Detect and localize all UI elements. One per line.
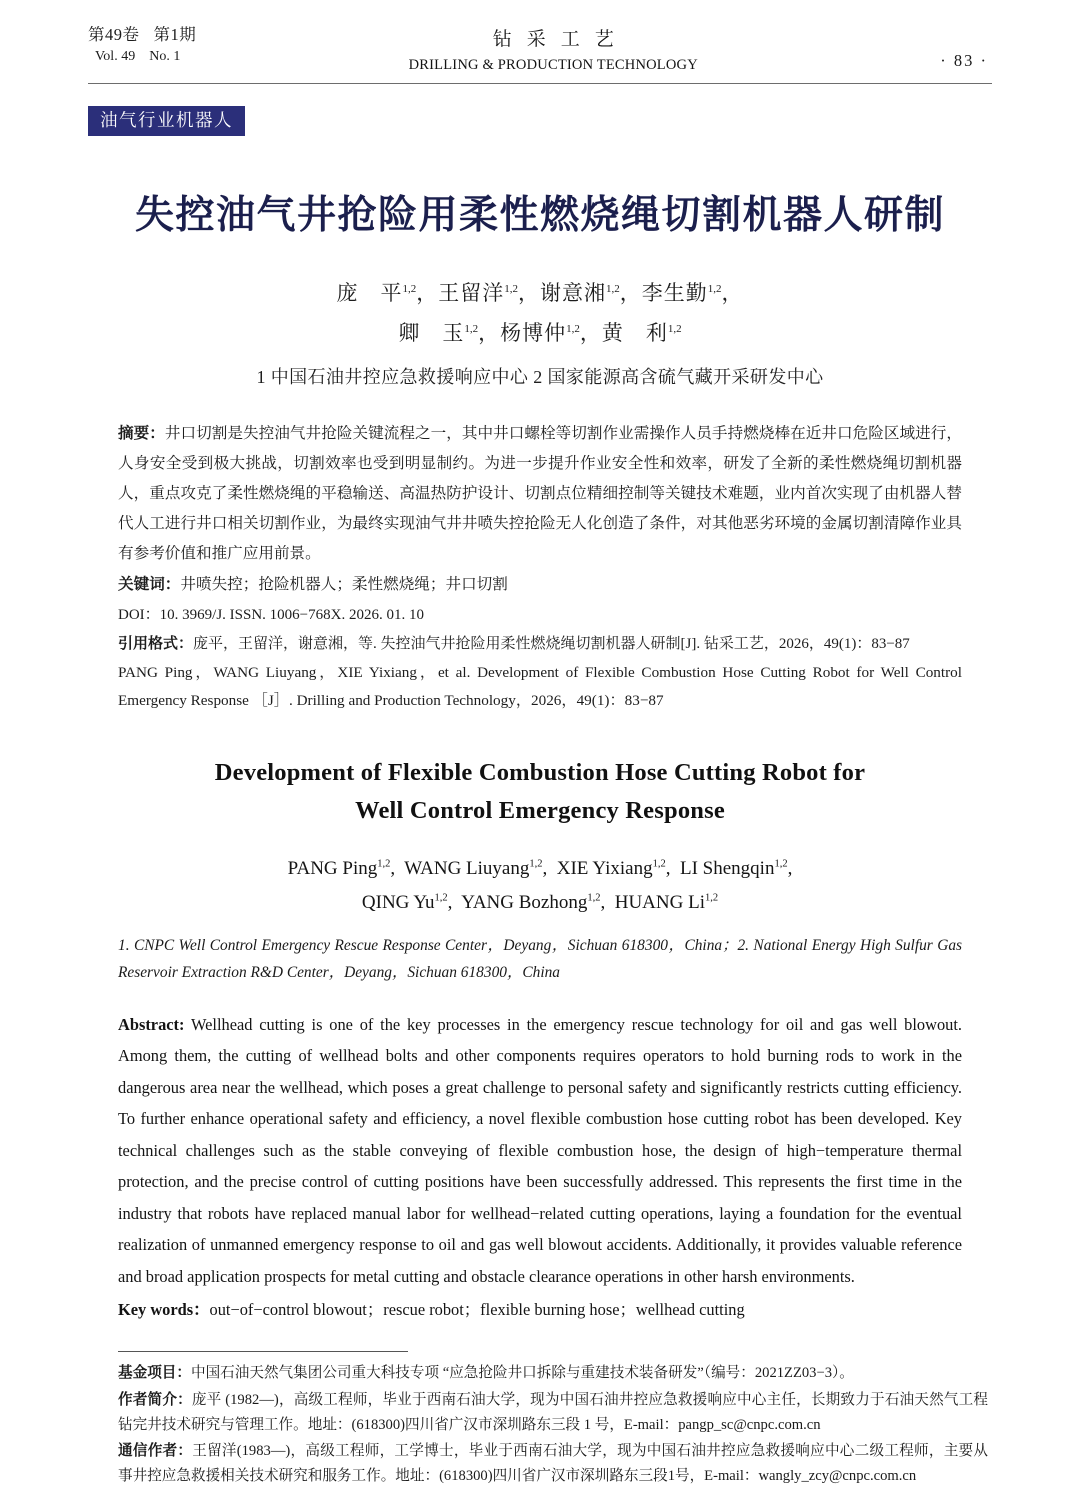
citation-cn-text: 庞平，王留洋，谢意湘，等. 失控油气井抢险用柔性燃烧绳切割机器人研制[J]. 钻采工艺，2026，49(1)：83−87 xyxy=(193,636,910,653)
abstract-en xyxy=(118,1009,962,1293)
keywords-en-label: Key words： xyxy=(118,1300,210,1320)
footnote-fund xyxy=(118,1361,988,1386)
journal-title-block xyxy=(409,24,698,74)
page-title-en xyxy=(0,754,1080,830)
authors-en xyxy=(0,852,1080,919)
doi-line: DOI：10. 3969/J. ISSN. 1006−768X. 2026. 01. 10 xyxy=(118,606,424,623)
authors-cn xyxy=(0,274,1080,354)
volume-en xyxy=(88,48,196,66)
citation-cn xyxy=(118,631,962,659)
citation-en: PANG Ping，WANG Liuyang，XIE Yixiang，et al. Development of Flexible Combustion Hose Cutting Robot for Well Control Emergency Response ［J］. Drilling and Production Technology，2026，49(1)：83−87 xyxy=(118,664,962,709)
page-title-en-line-2: Well Control Emergency Response xyxy=(355,797,725,825)
footnote-divider xyxy=(118,1351,408,1352)
abstract-en-text: Wellhead cutting is one of the key processes in the emergency rescue technology for oil and gas well blowout. Among them, the cutting of wellhead bolts and other components requires operators to hold burning rods to work in the dangerous area near the wellhead, which poses a great challenge to personal safety and significantly restricts cutting efficiency. To further enhance operational safety and efficiency, a novel flexible combustion hose cutting robot has been developed. Key technical challenges such as the stable conveying of flexible combustion hose, the design of high−temperature thermal protection, and the precise control of cutting positions have been successfully addressed. This represents the first time in the industry that robots have replaced manual labor for wellhead−related cutting operations, laying a foundation for the eventual realization of unmanned emergency response to oil and gas well blowout accidents. Additionally, it provides valuable reference and broad application prospects for metal cutting and obstacle clearance operations in other harsh environments. xyxy=(118,1014,962,1286)
keywords-cn xyxy=(118,570,962,600)
footnote-corresponding-author xyxy=(118,1439,988,1489)
footnote-fund-label: 基金项目： xyxy=(118,1365,191,1382)
authors-en-line-1: PANG Ping$^{1,2}$, WANG Liuyang$^{1,2}$, XIE Yixiang$^{1,2}$, LI Shengqin$^{1,2}$, xyxy=(287,858,793,880)
citation-cn-label: 引用格式： xyxy=(118,636,194,653)
running-head xyxy=(0,0,1080,74)
abstract-cn-text: 井口切割是失控油气井抢险关键流程之一，其中井口螺栓等切割作业需操作人员手持燃烧棒在近井口危险区域进行，人身安全受到极大挑战，切割效率也受到明显制约。为进一步提升作业安全性和效率，研发了全新的柔性燃烧绳切割机器人，重点攻克了柔性燃烧绳的平稳输送、高温热防护设计、切割点位精细控制等关键技术难题，业内首次实现了由机器人替代人工进行井口相关切割作业，为最终实现油气井井喷失控抢险无人化创造了条件，对其他恶劣环境的金属切割清障作业具有参考价值和推广应用前景。 xyxy=(118,425,962,562)
section-tag-row xyxy=(0,84,1080,136)
authors-cn-line-1: 庞 平$^{1,2}$，王留洋$^{1,2}$，谢意湘$^{1,2}$，李生勤$^{1,2}$， xyxy=(336,281,744,306)
keywords-en-text: out−of−control blowout；rescue robot；flexible burning hose；wellhead cutting xyxy=(209,1300,745,1320)
volume-cn-issue: 第1期 xyxy=(153,25,197,44)
page-title-cn: 失控油气井抢险用柔性燃烧绳切割机器人研制 xyxy=(134,194,945,238)
volume-en-issue: No. 1 xyxy=(149,49,181,65)
abstract-cn-block xyxy=(118,419,962,714)
page-title-en-line-1: Development of Flexible Combustion Hose Cutting Robot for xyxy=(214,759,866,787)
volume-cn-volume: 第49卷 xyxy=(88,25,140,44)
volume-en-volume: Vol. 49 xyxy=(95,49,136,65)
running-head-volume xyxy=(88,24,196,66)
abstract-cn-label: 摘要： xyxy=(118,425,165,443)
keywords-cn-text: 井喷失控；抢险机器人；柔性燃烧绳；井口切割 xyxy=(180,575,508,593)
footnote-fund-text: 中国石油天然气集团公司重大科技专项 “应急抢险井口拆除与重建技术装备研发”（编号：2021ZZ03−3）。 xyxy=(190,1365,854,1382)
footnote-author-bio-text: 庞平 (1982—)，高级工程师，毕业于西南石油大学，现为中国石油井控应急救援响应中心主任，长期致力于石油天然气工程钻完井技术研究与管理工作。地址：(618300)四川省广汉市深圳路东三段 1 号，E-mail：pangp_sc@cnpc.com.cn xyxy=(118,1391,988,1433)
journal-title-cn: 钻采工艺 xyxy=(492,29,629,50)
keywords-en xyxy=(118,1294,962,1325)
page-number: · 83 · xyxy=(940,51,988,70)
authors-en-line-2: QING Yu$^{1,2}$, YANG Bozhong$^{1,2}$, HUANG Li$^{1,2}$ xyxy=(361,891,719,913)
affiliation-cn: 1 中国石油井控应急救援响应中心 2 国家能源高含硫气藏开采研发中心 xyxy=(256,367,824,388)
abstract-cn xyxy=(118,419,962,569)
abstract-en-label: Abstract: xyxy=(118,1014,185,1034)
footnote-corresponding-label: 通信作者： xyxy=(118,1442,193,1459)
keywords-cn-label: 关键词： xyxy=(118,575,181,593)
footnotes xyxy=(118,1361,988,1488)
section-tag: 油气行业机器人 xyxy=(88,106,245,136)
affiliation-en: 1. CNPC Well Control Emergency Rescue Response Center，Deyang，Sichuan 618300，China；2. National Energy High Sulfur Gas Reservoir Extraction R&D Center，Deyang，Sichuan 618300，China xyxy=(118,936,962,981)
authors-cn-line-2: 卿 玉$^{1,2}$，杨博仲$^{1,2}$，黄 利$^{1,2}$ xyxy=(398,321,682,346)
footnote-author-bio xyxy=(118,1388,988,1438)
footnote-corresponding-text: 王留洋(1983—)，高级工程师，工学博士，毕业于西南石油大学，现为中国石油井控应急救援响应中心二级工程师，主要从事井控应急救援相关技术研究和服务工作。地址：(618300)四川省广汉市深圳路东三段1号，E-mail：wangly_zcy@cnpc.com.cn xyxy=(118,1442,988,1484)
journal-title-en: DRILLING & PRODUCTION TECHNOLOGY xyxy=(408,57,698,73)
volume-cn xyxy=(88,24,196,45)
footnote-author-bio-label: 作者简介： xyxy=(118,1391,192,1408)
